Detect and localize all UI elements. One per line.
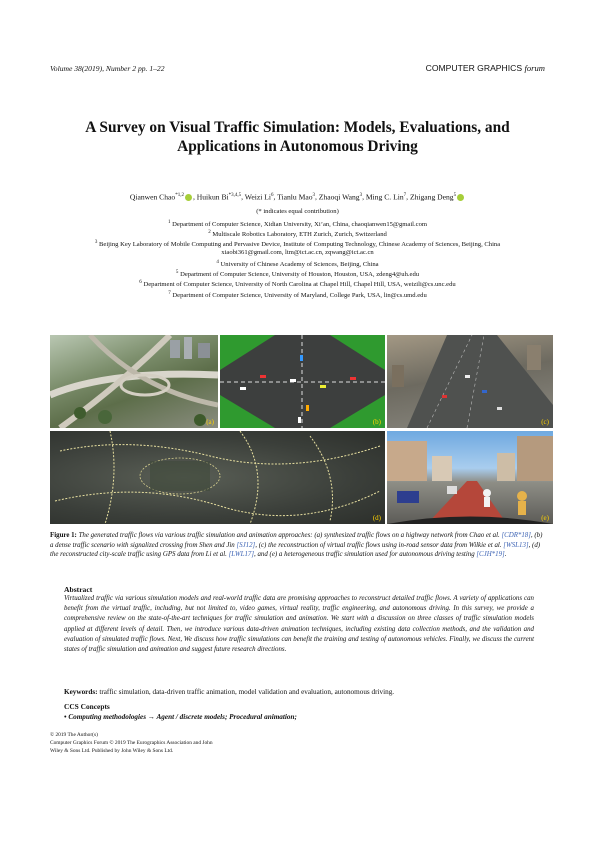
keywords-text: traffic simulation, data-driven traffic animation, model validation and evaluation, autonomous driving. — [97, 688, 395, 696]
caption-text-3: , (c) the reconstruction of virtual traffic flows using in-road sensor data from Wilkie et al. — [255, 541, 504, 549]
author-6-affil: 7 — [403, 193, 407, 198]
panel-label-c: (c) — [541, 418, 549, 426]
running-header-volume: Volume 38(2019), Number 2 pp. 1–22 — [50, 64, 165, 73]
caption-text-5: , and (e) a heterogeneous traffic simulation used for autonomous driving testing — [254, 551, 477, 559]
caption-text-4: , (d) the reconstructed city-scale traffic using GPS data from Li et al. — [50, 541, 541, 559]
citation-link[interactable]: [CJH*19] — [476, 551, 505, 559]
affiliation-7 — [40, 290, 555, 301]
author-5: , Zhaoqi Wang — [315, 192, 360, 202]
author-1: Qianwen Chao — [129, 192, 176, 202]
paper-title — [40, 118, 555, 156]
figure-1 — [50, 335, 553, 524]
citation-link[interactable]: [LWL17] — [228, 551, 255, 559]
author-6: , Ming C. Lin — [362, 192, 404, 202]
copyright-line-2: Computer Graphics Forum © 2019 The Eurographics Association and John — [50, 740, 213, 746]
author-4-affil: 3 — [312, 193, 315, 198]
panel-label-a: (a) — [206, 418, 214, 426]
paper-title-line2: Applications in Autonomous Driving — [177, 138, 418, 155]
ccs-concepts-heading: CCS Concepts — [64, 702, 110, 711]
paper-title-line1: A Survey on Visual Traffic Simulation: Models, Evaluations, and — [85, 119, 510, 136]
figure-panel-d-city-scale-image — [50, 431, 385, 524]
copyright-line-3: Wiley & Sons Ltd. Published by John Wiley & Sons Ltd. — [50, 748, 174, 754]
affiliation-text: Department of Computer Science, University of Maryland, College Park, USA, lin@cs.umd.edu — [172, 292, 427, 300]
city-scale-traffic-illustration — [50, 431, 385, 524]
orcid-icon[interactable] — [457, 194, 464, 201]
intersection-illustration — [220, 335, 385, 428]
affiliation-number: 7 — [168, 291, 171, 296]
author-1-affil: *1,2 — [175, 193, 184, 198]
abstract-body: Virtualized traffic via various simulation models and real-world traffic data are promising approaches to reconstruct detailed traffic flows. A variety of applications can benefit from the virtual traffic, including, but not limited to, video games, virtual reality, traffic engineering, and autonomous driving. In this survey, we provide a comprehensive review on the state-of-the-art techniques for traffic simulation and animation. We start with a discussion on three classes of traffic simulation models applied at different levels of detail. Then, we introduce various data-driven animation techniques, including existing data collection methods, and the validation and evaluation of simulated traffic flows. Next, We discuss how traffic simulations can benefit the training and testing of autonomous vehicles. Finally, we discuss the current states of traffic simulation and animation and suggest future research directions. — [64, 595, 534, 654]
author-3-affil: 6 — [270, 193, 274, 198]
abstract-heading: Abstract — [64, 585, 93, 594]
running-header-journal — [426, 63, 545, 73]
figure-panel-a-highway-image — [50, 335, 218, 428]
author-list — [40, 191, 555, 203]
affiliation-text: Department of Computer Science, University of Houston, Houston, USA, zdeng4@uh.edu — [180, 271, 420, 279]
panel-label-d: (d) — [372, 514, 381, 522]
author-2: , Huikun Bi — [192, 192, 229, 202]
affiliation-number: 5 — [175, 270, 179, 275]
caption-label: Figure 1: — [50, 532, 77, 539]
affiliation-number: 2 — [208, 230, 211, 235]
author-2-affil: *3,4,5 — [228, 193, 242, 198]
orcid-icon[interactable] — [185, 194, 192, 201]
figure-panel-e-autonomous-driving-image — [387, 431, 553, 524]
author-4: , Tianlu Mao — [273, 192, 313, 202]
citation-link[interactable]: [WSL13] — [503, 541, 529, 549]
affiliation-text: Department of Computer Science, Xidian University, Xi’an, China, chaoqianwen15@gmail.com — [172, 221, 427, 229]
panel-label-e: (e) — [541, 514, 549, 522]
figure-panel-b-intersection-image — [220, 335, 385, 428]
copyright-line-1: © 2019 The Author(s) — [50, 732, 98, 738]
panel-label-b: (b) — [372, 418, 381, 426]
driving-scene-illustration — [387, 431, 553, 524]
journal-name: COMPUTER GRAPHICS — [425, 63, 523, 73]
copyright-notice — [50, 731, 270, 755]
affiliation-number: 6 — [139, 280, 142, 285]
equal-contribution-note: (* indicates equal contribution) — [256, 208, 339, 215]
affiliation-text: Beijing Key Laboratory of Mobile Computing and Pervasive Device, Institute of Computing Technology, Chinese Academy of Sciences, Beijing, China — [99, 241, 501, 249]
keywords — [64, 688, 394, 696]
affiliation-text: Multiscale Robotics Laboratory, ETH Zurich, Zurich, Switzerland — [212, 231, 387, 239]
affiliation-text: University of Chinese Academy of Sciences, Beijing, China — [220, 261, 379, 269]
author-7: , Zhigang Deng — [406, 192, 454, 202]
affiliation-number: 4 — [216, 260, 219, 265]
figure-1-caption — [50, 531, 545, 560]
author-3: , Weizi Li — [241, 192, 271, 202]
author-7-affil: 5 — [453, 193, 457, 198]
journal-name-italic: forum — [524, 63, 545, 73]
affiliation-6 — [40, 279, 555, 290]
citation-link[interactable]: [SJ12] — [236, 541, 256, 549]
affiliation-3-emails: xiaobi361@gmail.com, ltm@ict.ac.cn, zqwang@ict.ac.cn — [221, 249, 374, 256]
caption-text-2: , (b) a dense traffic scenario with signalized crossing from Shen and Jin — [50, 532, 543, 549]
highway-network-illustration — [50, 335, 218, 428]
affiliation-text: Department of Computer Science, University of North Carolina at Chapel Hill, Chapel Hill, USA, weizili@cs.unc.edu — [143, 281, 456, 289]
caption-text-6: . — [504, 551, 507, 559]
ccs-concepts-text: • Computing methodologies → Agent / discrete models; Procedural animation; — [64, 713, 297, 721]
author-5-affil: 3 — [359, 193, 363, 198]
figure-panel-c-reconstruction-image — [387, 335, 553, 428]
reconstruction-illustration — [387, 335, 553, 428]
caption-text-1: The generated traffic flows via various traffic simulation and animation approaches: (a) synthesized traffic flows on a highway network from Chao et al. — [76, 532, 502, 539]
affiliation-number: 1 — [167, 220, 171, 225]
keywords-label: Keywords: — [64, 688, 98, 696]
affiliation-number: 3 — [94, 240, 98, 245]
citation-link[interactable]: [CDR*18] — [501, 532, 531, 539]
